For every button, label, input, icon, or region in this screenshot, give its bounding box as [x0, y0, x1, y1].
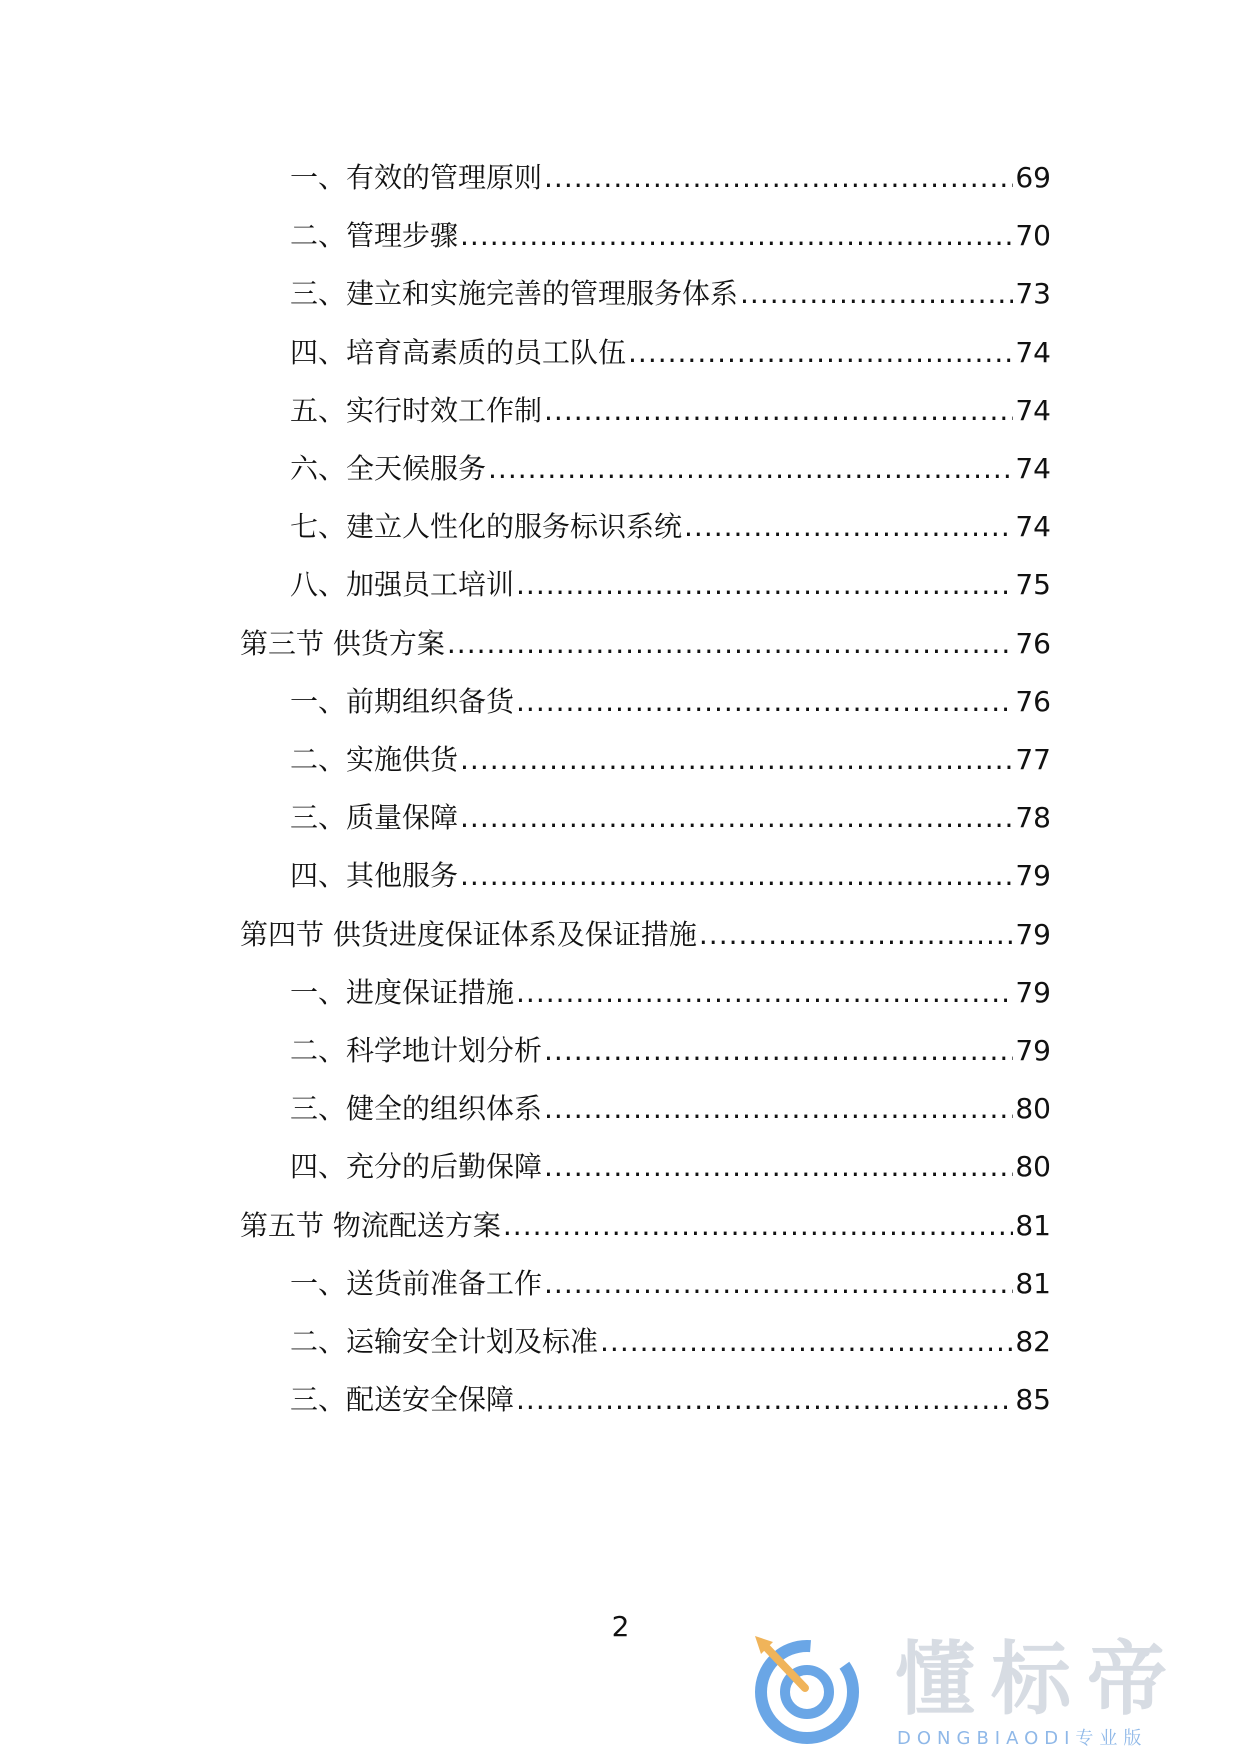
toc-leader-dots — [460, 798, 1013, 838]
toc-entry-title: 三、质量保障 — [290, 801, 459, 835]
toc-entry[interactable] — [290, 1089, 1051, 1129]
toc-entry-title: 一、送货前准备工作 — [290, 1266, 543, 1300]
toc-entry-page: 74 — [1015, 335, 1051, 369]
toc-entry-page: 74 — [1015, 452, 1051, 485]
toc-entry[interactable] — [290, 740, 1051, 780]
toc-entry[interactable] — [290, 973, 1051, 1013]
toc-entry-page: 69 — [1015, 161, 1051, 194]
toc-leader-dots — [460, 740, 1013, 780]
toc-entry-title: 七、建立人性化的服务标识系统 — [290, 510, 683, 544]
toc-entry[interactable] — [290, 565, 1051, 605]
toc-entry-title: 一、进度保证措施 — [290, 975, 515, 1009]
toc-entry[interactable] — [290, 682, 1051, 722]
toc-leader-dots — [447, 624, 1013, 664]
toc-leader-dots — [600, 1322, 1013, 1362]
toc-entry-page: 80 — [1015, 1150, 1051, 1184]
toc-leader-dots — [740, 274, 1013, 314]
toc-leader-dots — [544, 158, 1013, 198]
toc-entry[interactable] — [240, 915, 1051, 955]
toc-entry-page: 79 — [1015, 917, 1051, 951]
toc-leader-dots — [516, 682, 1013, 722]
toc-entry-page: 79 — [1015, 975, 1051, 1009]
toc-entry[interactable] — [290, 216, 1051, 256]
toc-entry-title: 一、前期组织备货 — [290, 684, 515, 718]
toc-entry-page: 73 — [1015, 277, 1051, 311]
toc-entry[interactable] — [290, 391, 1051, 431]
watermark — [745, 1628, 1215, 1748]
toc-entry-page: 76 — [1015, 626, 1051, 660]
toc-entry-title: 第三节 供货方案 — [240, 626, 445, 660]
toc-entry[interactable] — [290, 158, 1051, 198]
toc-entry-title: 五、实行时效工作制 — [290, 393, 543, 427]
toc-entry-page: 78 — [1015, 801, 1051, 835]
watermark-name: 懂标帝 — [895, 1633, 1183, 1726]
toc-entry[interactable] — [290, 507, 1051, 547]
toc-leader-dots — [516, 1380, 1013, 1420]
toc-leader-dots — [488, 449, 1013, 489]
toc-entry[interactable] — [290, 333, 1051, 373]
toc-leader-dots — [544, 1089, 1013, 1129]
toc-entry-title: 二、实施供货 — [290, 743, 459, 776]
toc-leader-dots — [503, 1206, 1013, 1246]
toc-entry[interactable] — [290, 1380, 1051, 1420]
toc-entry-title: 一、有效的管理原则 — [290, 161, 543, 194]
toc-entry[interactable] — [290, 856, 1051, 896]
toc-entry-title: 三、配送安全保障 — [290, 1383, 515, 1417]
toc-entry-title: 四、充分的后勤保障 — [290, 1150, 543, 1184]
toc-entry-title: 二、运输安全计划及标准 — [290, 1325, 599, 1358]
toc-entry-title: 二、管理步骤 — [290, 219, 459, 253]
toc-entry-title: 三、建立和实施完善的管理服务体系 — [290, 277, 739, 311]
toc-leader-dots — [460, 856, 1013, 896]
toc-entry-title: 四、培育高素质的员工队伍 — [290, 335, 627, 369]
toc-entry[interactable] — [290, 274, 1051, 314]
toc-entry-page: 77 — [1015, 743, 1051, 776]
toc-leader-dots — [684, 507, 1013, 547]
watermark-subtitle: DONGBIAODI专业版 — [897, 1728, 1148, 1749]
toc-entry[interactable] — [290, 1322, 1051, 1362]
toc-entry[interactable] — [290, 1031, 1051, 1071]
toc-entry[interactable] — [240, 1206, 1051, 1246]
toc-entry-page: 80 — [1015, 1092, 1051, 1126]
target-arrow-icon — [745, 1628, 865, 1748]
toc-entry[interactable] — [290, 1147, 1051, 1187]
toc-entry-title: 二、科学地计划分析 — [290, 1034, 543, 1067]
toc-entry-title: 三、健全的组织体系 — [290, 1092, 543, 1126]
toc-leader-dots — [544, 1031, 1013, 1071]
toc-entry-title: 第四节 供货进度保证体系及保证措施 — [240, 917, 697, 951]
toc-entry[interactable] — [240, 624, 1051, 664]
toc-entry[interactable] — [290, 1264, 1051, 1304]
toc-leader-dots — [516, 565, 1013, 605]
toc-entry[interactable] — [290, 449, 1051, 489]
toc-leader-dots — [699, 915, 1013, 955]
toc-entry-page: 81 — [1015, 1208, 1051, 1242]
toc-leader-dots — [544, 1147, 1013, 1187]
toc-entry-title: 四、其他服务 — [290, 859, 459, 893]
toc-entry-title: 第五节 物流配送方案 — [240, 1208, 501, 1242]
toc-entry-page: 74 — [1015, 510, 1051, 544]
toc-entry-page: 70 — [1015, 219, 1051, 253]
toc-entry-page: 75 — [1015, 568, 1051, 602]
toc-leader-dots — [628, 333, 1013, 373]
toc-entry-page: 79 — [1015, 859, 1051, 893]
page-number: 2 — [611, 1610, 630, 1643]
toc-entry-page: 74 — [1015, 393, 1051, 427]
toc-entry-page: 79 — [1015, 1034, 1051, 1067]
toc-leader-dots — [516, 973, 1013, 1013]
toc-entry-page: 81 — [1015, 1266, 1051, 1300]
toc-entry-page: 76 — [1015, 684, 1051, 718]
toc-entry-page: 82 — [1015, 1325, 1051, 1358]
toc-leader-dots — [460, 216, 1013, 256]
toc-entry-page: 85 — [1015, 1383, 1051, 1417]
toc-entry[interactable] — [290, 798, 1051, 838]
toc-entry-title: 八、加强员工培训 — [290, 568, 515, 602]
toc-leader-dots — [544, 1264, 1013, 1304]
toc-leader-dots — [544, 391, 1013, 431]
toc-entry-title: 六、全天候服务 — [290, 452, 487, 485]
